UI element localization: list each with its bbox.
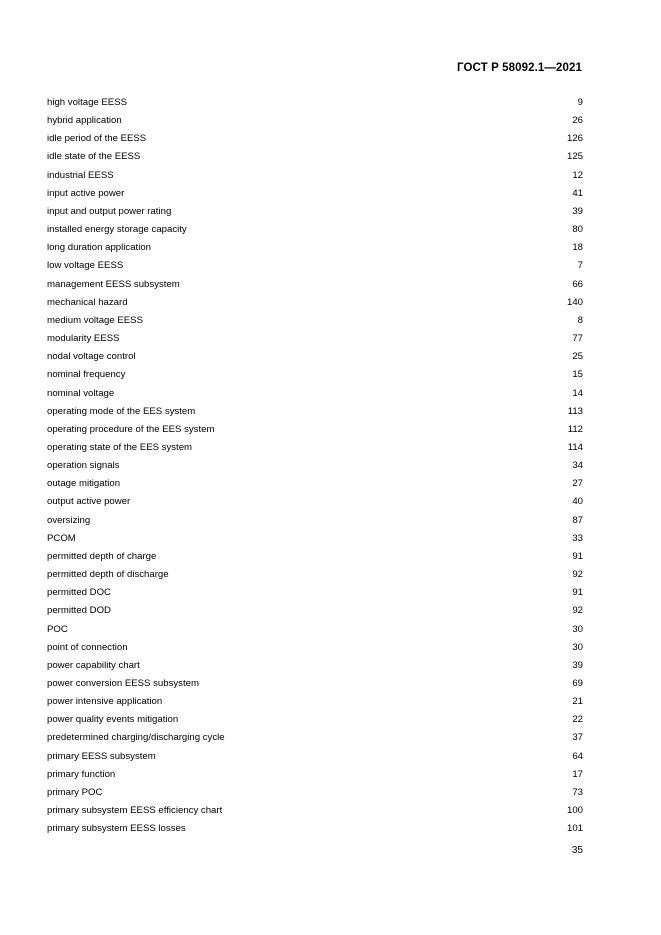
index-term: permitted depth of charge [47,550,157,562]
index-term: operation signals [47,460,120,472]
index-term: power quality events mitigation [47,714,179,726]
index-entry [47,820,583,838]
index-page-reference: 21 [572,696,583,708]
index-page-reference: 37 [572,732,583,744]
index-entry [47,602,583,620]
index-entry [47,312,583,330]
index-term: permitted DOC [47,587,111,599]
index-page-reference: 33 [572,532,583,544]
index-term: oversizing [47,514,91,526]
index-entry [47,621,583,639]
index-term: outage mitigation [47,478,121,490]
index-entry [47,639,583,657]
index-term: power capability chart [47,659,140,671]
index-term: primary subsystem EESS losses [47,823,186,835]
index-page-reference: 101 [566,823,583,835]
index-page-reference: 39 [572,205,583,217]
index-page-reference: 34 [572,460,583,472]
index-term: nominal voltage [47,387,115,399]
index-term: POC [47,623,68,635]
index-page-reference: 91 [572,587,583,599]
index-entry [47,276,583,294]
index-entry [47,457,583,475]
index-page-reference: 91 [572,550,583,562]
index-entry [47,366,583,384]
index-page-reference: 8 [577,314,583,326]
index-term: PCOM [47,532,76,544]
index-entry [47,584,583,602]
index-page-reference: 18 [572,242,583,254]
index-entry [47,185,583,203]
index-entry [47,94,583,112]
index-entry [47,439,583,457]
index-page-reference: 26 [572,115,583,127]
index-term: modularity EESS [47,333,120,345]
index-entry [47,257,583,275]
index-term: primary function [47,768,116,780]
index-entry [47,530,583,548]
index-page-reference: 9 [577,97,583,108]
index-entry [47,693,583,711]
index-term: predetermined charging/discharging cycle [47,732,225,744]
index-entry [47,385,583,403]
index-entry [47,239,583,257]
index-entry [47,493,583,511]
index-entry [47,748,583,766]
index-page-reference: 125 [566,151,583,163]
index-term: input active power [47,187,125,199]
index-term: operating mode of the EES system [47,405,196,417]
index-term: medium voltage EESS [47,314,143,326]
index-page-reference: 80 [572,224,583,236]
index-page-reference: 30 [572,623,583,635]
index-page-reference: 77 [572,333,583,345]
index-page-reference: 140 [566,296,583,308]
index-page-reference: 12 [572,169,583,181]
index-page-reference: 69 [572,678,583,689]
index-term: primary POC [47,786,103,798]
index-page-reference: 25 [572,351,583,363]
index-term: installed energy storage capacity [47,224,187,236]
index-entry [47,802,583,820]
index-page-reference: 30 [572,641,583,653]
index-entry [47,657,583,675]
index-page-reference: 22 [572,714,583,726]
index-page-reference: 87 [572,514,583,526]
index-page-reference: 14 [572,387,583,399]
index-term: idle state of the EESS [47,151,141,163]
index-entry [47,148,583,166]
index-page-reference: 27 [572,478,583,490]
index-entry [47,294,583,312]
index-entry [47,475,583,493]
document-header-standard-code: ГОСТ Р 58092.1—2021 [457,62,582,74]
index-page-reference: 15 [572,369,583,381]
index-page-reference: 92 [572,569,583,581]
index-page-reference: 113 [567,405,583,417]
index-term: mechanical hazard [47,296,128,308]
index-entry [47,348,583,366]
index-page-reference: 92 [572,605,583,617]
index-term: nominal frequency [47,369,126,381]
index-entry [47,784,583,802]
index-term: high voltage EESS [47,97,128,108]
index-page-reference: 64 [572,750,583,762]
index-term: input and output power rating [47,205,172,217]
index-entry [47,711,583,729]
index-page-reference: 66 [572,278,583,290]
index-term: primary EESS subsystem [47,750,156,762]
index-entry [47,330,583,348]
index-term: power conversion EESS subsystem [47,678,199,689]
index-term: hybrid application [47,115,122,127]
alphabetical-index-list [47,94,583,838]
index-entry [47,548,583,566]
index-term: primary subsystem EESS efficiency chart [47,805,223,817]
index-term: permitted depth of discharge [47,569,169,581]
index-term: output active power [47,496,131,508]
index-entry [47,675,583,693]
index-term: low voltage EESS [47,260,124,272]
index-entry [47,512,583,530]
index-page-reference: 17 [572,768,583,780]
index-entry [47,167,583,185]
index-term: permitted DOD [47,605,111,617]
index-entry [47,203,583,221]
index-term: management EESS subsystem [47,278,180,290]
index-entry [47,130,583,148]
index-page-reference: 73 [572,786,583,798]
page-number: 35 [571,845,583,856]
index-page-reference: 39 [572,659,583,671]
index-term: point of connection [47,641,128,653]
index-term: long duration application [47,242,152,254]
index-page-reference: 40 [572,496,583,508]
index-term: operating state of the EES system [47,441,193,453]
index-term: idle period of the EESS [47,133,147,145]
index-page-reference: 126 [566,133,583,145]
index-entry [47,221,583,239]
index-entry [47,112,583,130]
index-page-reference: 114 [567,441,583,453]
index-entry [47,566,583,584]
index-page-reference: 41 [572,187,583,199]
index-entry [47,729,583,747]
index-entry [47,403,583,421]
index-term: industrial EESS [47,169,114,181]
index-page-reference: 112 [567,423,583,435]
index-entry [47,421,583,439]
index-term: power intensive application [47,696,163,708]
index-term: operating procedure of the EES system [47,423,215,435]
index-page-reference: 7 [577,260,583,272]
index-page-reference: 100 [566,805,583,817]
index-term: nodal voltage control [47,351,136,363]
index-entry [47,766,583,784]
